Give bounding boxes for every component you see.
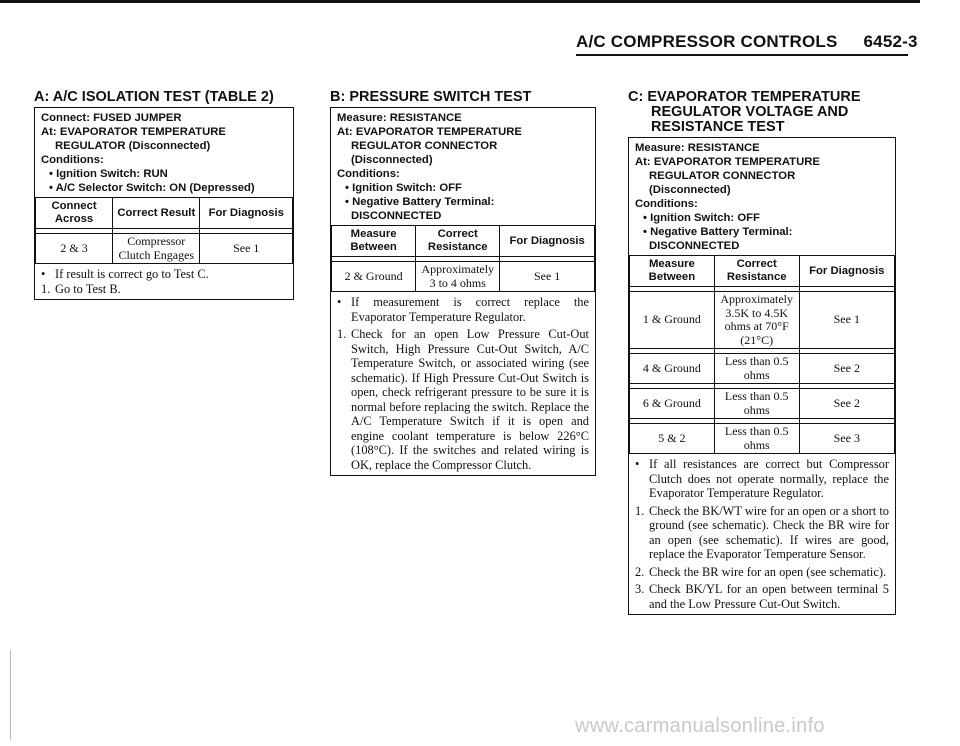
condition-line: REGULATOR CONNECTOR bbox=[351, 140, 498, 152]
table-cell: See 2 bbox=[799, 389, 894, 419]
section-c-box bbox=[628, 137, 896, 615]
section-a-table bbox=[35, 197, 293, 264]
table-cell: Approximately 3 to 4 ohms bbox=[416, 262, 500, 292]
condition-line: At: EVAPORATOR TEMPERATURE bbox=[635, 156, 820, 168]
condition-line: DISCONNECTED bbox=[351, 210, 442, 222]
list-item: 1. Check for an open Low Pressure Cut-Out Switch, High Pressure Cut-Out Switch, A/C Temperature Switch, or associated wiring (see schematic). If High Pressure Cut-Out Switch is open, check refrigerant pressure to be sure it is normal before replacing the switch. Replace the A/C Temperature Switch if it is open and engine coolant temperature is below 226°C (108°C). If the switches and related wiring is OK, replace the Compressor Clutch. bbox=[337, 327, 589, 472]
table-header-row bbox=[332, 226, 595, 257]
list-item: 1. Go to Test B. bbox=[41, 281, 121, 296]
list-item: • If all resistances are correct but Compressor Clutch does not operate normally, replace the Evaporator Temperature Regulator. bbox=[635, 457, 889, 500]
section-a-title: A: A/C ISOLATION TEST (TABLE 2) bbox=[34, 89, 274, 105]
condition-line: DISCONNECTED bbox=[649, 240, 740, 252]
section-b-conditions bbox=[331, 108, 595, 225]
list-item: • If measurement is correct replace the Evaporator Temperature Regulator. bbox=[337, 295, 589, 324]
condition-line: Conditions: bbox=[337, 168, 400, 180]
column-header: Measure Between bbox=[630, 256, 715, 287]
table-cell: See 1 bbox=[200, 234, 293, 264]
table-row bbox=[630, 424, 895, 454]
condition-line: • Negative Battery Terminal: bbox=[643, 226, 793, 238]
section-c-notes bbox=[629, 454, 895, 614]
table-header-row bbox=[630, 256, 895, 287]
column-header: For Diagnosis bbox=[799, 256, 894, 287]
table-cell: See 3 bbox=[799, 424, 894, 454]
list-item: 3. Check BK/YL for an open between terminal 5 and the Low Pressure Cut-Out Switch. bbox=[635, 582, 889, 611]
column-header: Correct Result bbox=[113, 198, 200, 229]
condition-line: Connect: FUSED JUMPER bbox=[41, 112, 182, 124]
column-header: Correct Resistance bbox=[416, 226, 500, 257]
section-a bbox=[34, 90, 294, 300]
table-cell: Less than 0.5 ohms bbox=[714, 424, 799, 454]
section-b-notes bbox=[331, 292, 595, 475]
condition-line: • Ignition Switch: OFF bbox=[345, 182, 462, 194]
column-header: Connect Across bbox=[36, 198, 113, 229]
table-row bbox=[36, 234, 293, 264]
condition-line: Measure: RESISTANCE bbox=[337, 112, 462, 124]
watermark: www.carmanualsonline.info bbox=[575, 715, 825, 737]
table-cell: Approximately 3.5K to 4.5K ohms at 70°F (21°C) bbox=[714, 292, 799, 349]
table-cell: 2 & 3 bbox=[36, 234, 113, 264]
table-cell: 1 & Ground bbox=[630, 292, 715, 349]
condition-line: REGULATOR (Disconnected) bbox=[55, 140, 211, 152]
condition-line: (Disconnected) bbox=[649, 184, 731, 196]
condition-line: Measure: RESISTANCE bbox=[635, 142, 760, 154]
table-cell: Less than 0.5 ohms bbox=[714, 389, 799, 419]
table-cell: 2 & Ground bbox=[332, 262, 416, 292]
section-c-conditions bbox=[629, 138, 895, 255]
page-number: 6452-3 bbox=[863, 32, 918, 51]
section-c-title: C: EVAPORATOR TEMPERATURE REGULATOR VOLTAGE AND RESISTANCE TEST bbox=[628, 89, 861, 135]
condition-line: Conditions: bbox=[41, 154, 104, 166]
table-cell: See 2 bbox=[799, 354, 894, 384]
condition-line: (Disconnected) bbox=[351, 154, 433, 166]
column-header: For Diagnosis bbox=[200, 198, 293, 229]
section-c-table bbox=[629, 255, 895, 454]
table-cell: Less than 0.5 ohms bbox=[714, 354, 799, 384]
table-cell: See 1 bbox=[500, 262, 595, 292]
table-cell: 4 & Ground bbox=[630, 354, 715, 384]
header-rule bbox=[576, 54, 908, 56]
table-cell: Compressor Clutch Engages bbox=[113, 234, 200, 264]
section-b bbox=[330, 90, 596, 476]
table-row bbox=[630, 292, 895, 349]
condition-line: • Ignition Switch: RUN bbox=[49, 168, 168, 180]
condition-line: At: EVAPORATOR TEMPERATURE bbox=[337, 126, 522, 138]
condition-line: At: EVAPORATOR TEMPERATURE bbox=[41, 126, 226, 138]
condition-line: Conditions: bbox=[635, 198, 698, 210]
list-item: • If result is correct go to Test C. bbox=[41, 267, 209, 281]
column-header: For Diagnosis bbox=[500, 226, 595, 257]
condition-line: • A/C Selector Switch: ON (Depressed) bbox=[49, 182, 255, 194]
top-border-line bbox=[0, 0, 920, 3]
table-cell: 5 & 2 bbox=[630, 424, 715, 454]
margin-line bbox=[10, 650, 11, 740]
section-a-box bbox=[34, 107, 294, 300]
table-cell: 6 & Ground bbox=[630, 389, 715, 419]
table-row bbox=[630, 389, 895, 419]
section-c bbox=[628, 90, 896, 615]
header-title: A/C COMPRESSOR CONTROLS bbox=[576, 32, 838, 51]
section-a-notes bbox=[35, 264, 293, 299]
table-cell: See 1 bbox=[799, 292, 894, 349]
list-item: 1. Check the BK/WT wire for an open or a short to ground (see schematic). Check the BR wire for an open (see schematic). If wires are good, replace the Evaporator Temperature Sensor. bbox=[635, 503, 889, 561]
list-item: 2. Check the BR wire for an open (see schematic). bbox=[635, 564, 887, 579]
condition-line: • Negative Battery Terminal: bbox=[345, 196, 495, 208]
condition-line: REGULATOR CONNECTOR bbox=[649, 170, 796, 182]
section-a-conditions bbox=[35, 108, 293, 197]
column-header: Measure Between bbox=[332, 226, 416, 257]
table-row bbox=[630, 354, 895, 384]
table-row bbox=[332, 262, 595, 292]
table-header-row bbox=[36, 198, 293, 229]
section-b-box bbox=[330, 107, 596, 476]
page-header bbox=[576, 32, 918, 52]
section-b-table bbox=[331, 225, 595, 292]
condition-line: • Ignition Switch: OFF bbox=[643, 212, 760, 224]
column-header: Correct Resistance bbox=[714, 256, 799, 287]
section-b-title: B: PRESSURE SWITCH TEST bbox=[330, 89, 532, 105]
